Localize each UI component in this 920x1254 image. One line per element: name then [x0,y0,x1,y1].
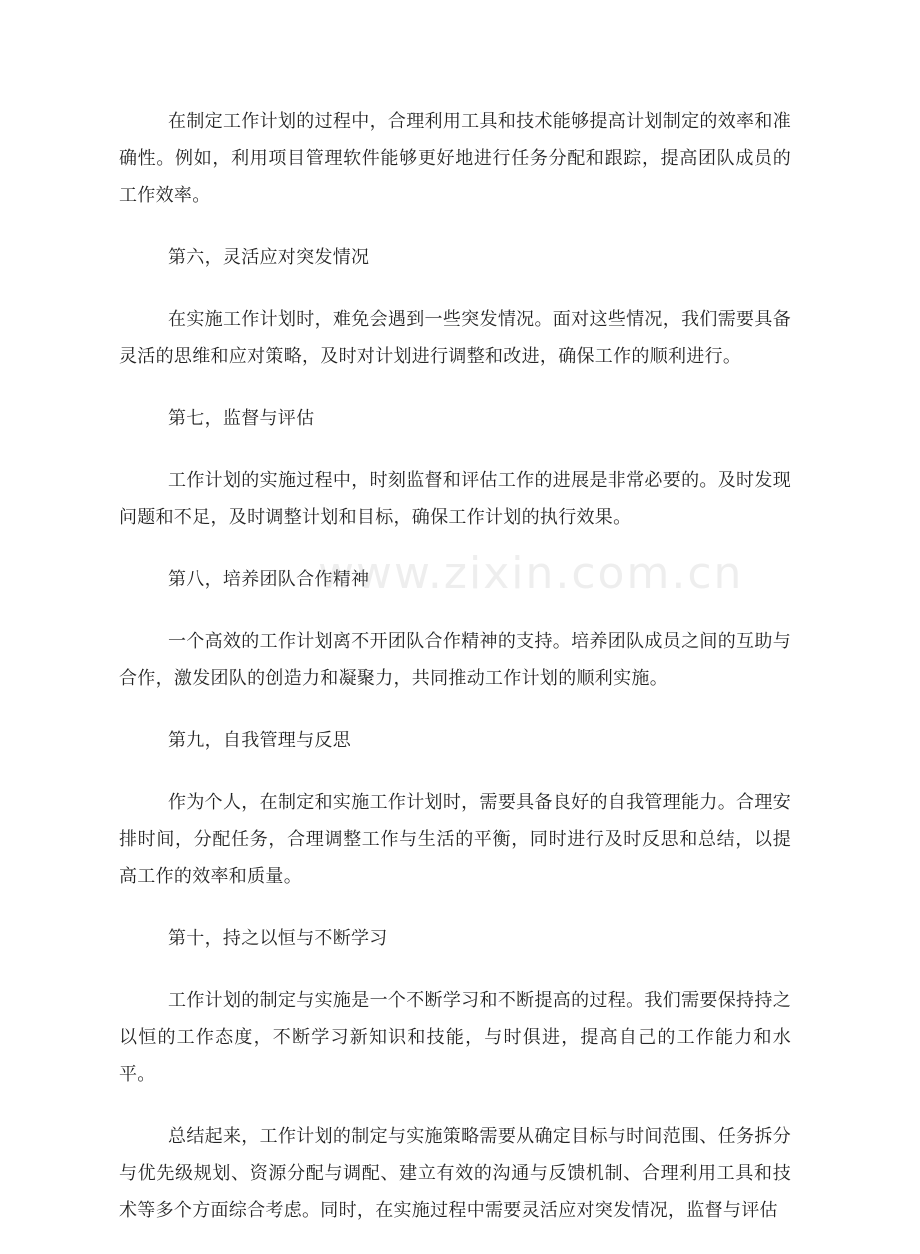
section-heading-6: 第六，灵活应对突发情况 [168,247,370,268]
paragraph-summary: 总结起来，工作计划的制定与实施策略需要从确定目标与时间范围、任务拆分与优先级规划、资源分配与调配、建立有效的沟通与反馈机制、合理利用工具和技术等多个方面综合考虑。同时，在实施过程中需要灵活应对突发情况，监督与评估 [119,1126,791,1221]
section-heading-10: 第十，持之以恒与不断学习 [168,928,388,949]
paragraph-learning: 工作计划的制定与实施是一个不断学习和不断提高的过程。我们需要保持持之以恒的工作态度，不断学习新知识和技能，与时俱进，提高自己的工作能力和水平。 [119,990,791,1085]
paragraph-self-management: 作为个人，在制定和实施工作计划时，需要具备良好的自我管理能力。合理安排时间，分配任务，合理调整工作与生活的平衡，同时进行及时反思和总结，以提高工作的效率和质量。 [119,792,791,887]
watermark: www.zixin.com.cn [318,548,744,599]
paragraph-teamwork: 一个高效的工作计划离不开团队合作精神的支持。培养团队成员之间的互助与合作，激发团队的创造力和凝聚力，共同推动工作计划的顺利实施。 [119,631,791,689]
paragraph-tools: 在制定工作计划的过程中，合理利用工具和技术能够提高计划制定的效率和准确性。例如，利用项目管理软件能够更好地进行任务分配和跟踪，提高团队成员的工作效率。 [119,111,791,206]
paragraph-emergencies: 在实施工作计划时，难免会遇到一些突发情况。面对这些情况，我们需要具备灵活的思维和应对策略，及时对计划进行调整和改进，确保工作的顺利进行。 [119,309,791,367]
section-heading-7: 第七，监督与评估 [168,408,315,429]
paragraph-monitoring: 工作计划的实施过程中，时刻监督和评估工作的进展是非常必要的。及时发现问题和不足，及时调整计划和目标，确保工作计划的执行效果。 [119,470,791,528]
document-body [119,103,791,1254]
section-heading-8: 第八，培养团队合作精神 [168,569,370,590]
section-heading-9: 第九，自我管理与反思 [168,730,351,751]
